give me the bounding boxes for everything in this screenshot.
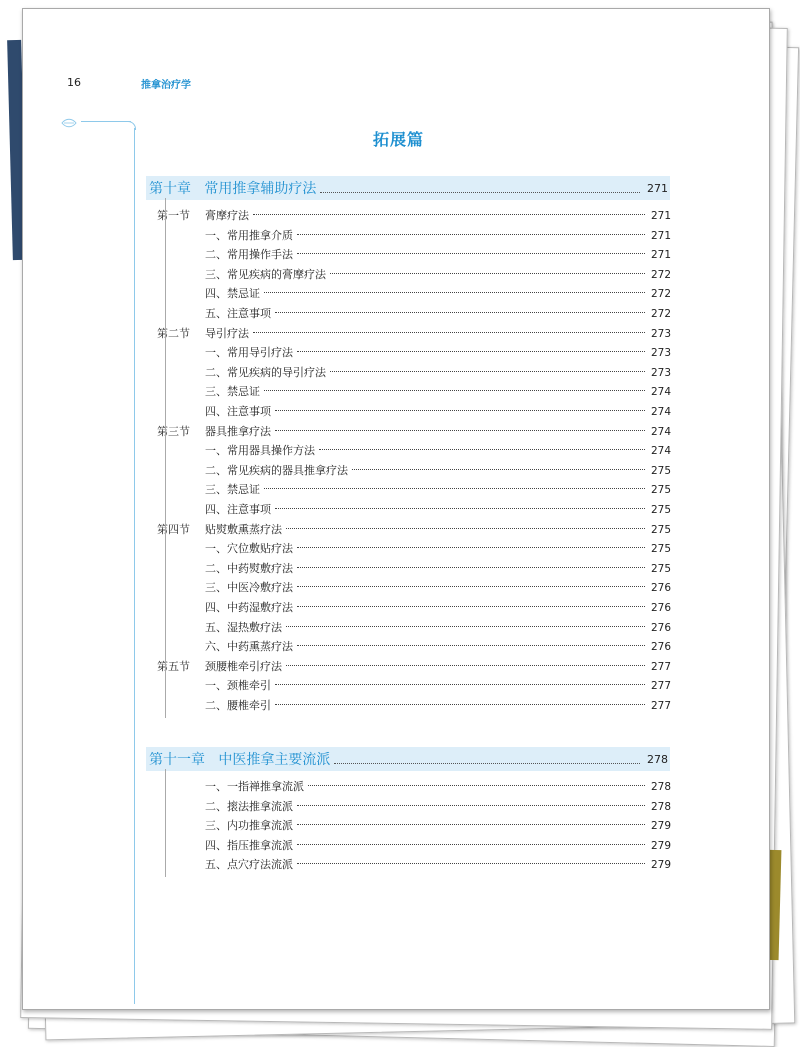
- entry-title: 三、内功推拿流派: [205, 819, 293, 833]
- entry-title: 二、常见疾病的器具推拿疗法: [205, 463, 348, 477]
- dot-leader: [286, 528, 645, 529]
- dot-leader: [264, 390, 645, 391]
- dot-leader: [330, 371, 645, 372]
- page-ref: 275: [650, 562, 671, 575]
- entry-title: 三、禁忌证: [205, 483, 260, 497]
- chapter-heading[interactable]: [146, 747, 670, 771]
- dot-leader: [297, 844, 645, 845]
- dot-leader: [297, 824, 645, 825]
- page-ref: 271: [650, 210, 671, 222]
- entry-title: 五、点穴疗法流派: [205, 858, 293, 872]
- dot-leader: [308, 785, 645, 786]
- toc-entry-row[interactable]: [205, 382, 671, 401]
- entry-title: 一、一指禅推拿流派: [205, 780, 304, 793]
- page-ref: 279: [650, 820, 671, 833]
- page-ref: 273: [650, 327, 671, 340]
- toc-entry-row[interactable]: [205, 461, 671, 480]
- decorative-vertical-rule: [134, 128, 135, 1004]
- running-head: 推拿治疗学: [141, 80, 191, 91]
- page-ref: 274: [650, 406, 671, 418]
- entry-title: 二、中药熨敷疗法: [205, 561, 293, 575]
- entry-title: 四、中药湿敷疗法: [205, 601, 293, 614]
- dot-leader: [275, 704, 645, 705]
- dot-leader: [352, 469, 645, 470]
- page-ref: 278: [650, 800, 671, 813]
- page-ref: 274: [650, 425, 671, 438]
- dot-leader: [330, 273, 645, 274]
- entry-title: 四、禁忌证: [205, 287, 260, 301]
- dot-leader: [319, 449, 645, 450]
- entry-title: 四、注意事项: [205, 503, 271, 516]
- entry-title: 二、常见疾病的导引疗法: [205, 365, 326, 379]
- toc-entry-row[interactable]: [205, 797, 671, 816]
- page-number: 16: [67, 76, 81, 89]
- entry-title: 一、常用导引疗法: [205, 346, 293, 360]
- toc-entry-row[interactable]: [205, 343, 671, 362]
- dot-leader: [264, 292, 645, 293]
- page-ref: 276: [650, 641, 671, 654]
- toc-section-row[interactable]: [157, 657, 671, 676]
- entry-title: 二、腰椎牵引: [205, 699, 271, 712]
- dot-leader: [297, 645, 645, 646]
- toc-entry-row[interactable]: [205, 559, 671, 578]
- chapter-label: 第十章: [149, 181, 205, 197]
- entry-title: 五、注意事项: [205, 307, 271, 320]
- entry-title: 二、常用操作手法: [205, 248, 293, 262]
- page-ref: 274: [650, 445, 671, 458]
- toc-section-row[interactable]: [157, 520, 671, 539]
- dot-leader: [275, 410, 645, 411]
- page-ref: 271: [647, 181, 668, 195]
- page-ref: 274: [650, 386, 671, 399]
- chapter-heading[interactable]: [146, 176, 670, 200]
- page-ref: 272: [650, 308, 671, 320]
- page-ref: 272: [650, 288, 671, 301]
- page-ref: 272: [650, 268, 671, 281]
- section-label: 第三节: [157, 424, 190, 438]
- entry-title: 五、湿热敷疗法: [205, 620, 282, 634]
- section-title: 器具推拿疗法: [205, 424, 271, 438]
- entry-title: 三、禁忌证: [205, 385, 260, 399]
- dot-leader: [297, 351, 645, 352]
- page-ref: 278: [650, 781, 671, 793]
- entry-title: 一、穴位敷贴疗法: [205, 542, 293, 556]
- section-label: 第一节: [157, 209, 190, 222]
- dot-leader: [334, 763, 640, 764]
- page-ref: 276: [650, 621, 671, 634]
- section-title: 导引疗法: [205, 326, 249, 340]
- toc-entry-row[interactable]: [205, 816, 671, 835]
- dot-leader: [286, 665, 645, 666]
- toc-entry-row[interactable]: [205, 402, 671, 421]
- decorative-rule: [81, 121, 131, 122]
- toc-entry-row[interactable]: [205, 539, 671, 558]
- page-ref: 277: [650, 700, 671, 712]
- toc-entry-row[interactable]: [205, 836, 671, 855]
- dot-leader: [253, 332, 645, 333]
- section-label: 第四节: [157, 522, 190, 536]
- dot-leader: [275, 508, 645, 509]
- entry-title: 三、常见疾病的膏摩疗法: [205, 267, 326, 281]
- dot-leader: [297, 253, 645, 254]
- toc-entry-row[interactable]: [205, 618, 671, 637]
- page-ref: 277: [650, 680, 671, 693]
- entry-title: 一、常用推拿介质: [205, 228, 293, 242]
- section-gutter-rule: [165, 769, 166, 877]
- book-page: [22, 8, 770, 1010]
- entry-title: 四、注意事项: [205, 405, 271, 418]
- section-gutter-rule: [165, 198, 166, 718]
- dot-leader: [275, 430, 645, 431]
- dot-leader: [253, 214, 645, 215]
- page-ref: 275: [650, 523, 671, 536]
- section-label: 第二节: [157, 326, 190, 340]
- page-ref: 271: [650, 249, 671, 262]
- toc-entry-row[interactable]: [205, 480, 671, 499]
- entry-title: 三、中医冷敷疗法: [205, 581, 293, 595]
- toc-entry-row[interactable]: [205, 265, 671, 284]
- dot-leader: [297, 805, 645, 806]
- page-ref: 271: [650, 229, 671, 242]
- page-ref: 277: [650, 660, 671, 673]
- page-ref: 279: [650, 839, 671, 852]
- toc-entry-row[interactable]: [205, 777, 671, 796]
- dot-leader: [297, 567, 645, 568]
- dot-leader: [297, 547, 645, 548]
- toc-entry-row[interactable]: [205, 855, 671, 874]
- leaf-icon: [61, 117, 77, 129]
- page-ref: 276: [650, 602, 671, 614]
- dot-leader: [297, 586, 645, 587]
- toc-section-row[interactable]: [157, 206, 671, 225]
- toc-entry-row[interactable]: [205, 245, 671, 264]
- toc-entry-row[interactable]: [205, 226, 671, 245]
- toc-entry-row[interactable]: [205, 676, 671, 695]
- page-ref: 273: [650, 347, 671, 360]
- toc-entry-row[interactable]: [205, 441, 671, 460]
- page-ref: 276: [650, 582, 671, 595]
- chapter-label: 第十一章: [149, 752, 219, 768]
- page-ref: 275: [650, 543, 671, 556]
- toc-section-row[interactable]: [157, 422, 671, 441]
- toc-entry-row[interactable]: [205, 500, 671, 519]
- dot-leader: [297, 863, 645, 864]
- dot-leader: [264, 488, 645, 489]
- chapter-title: 中医推拿主要流派: [218, 752, 331, 768]
- entry-title: 二、㨰法推拿流派: [205, 799, 293, 813]
- page-ref: 278: [647, 752, 668, 766]
- page-ref: 275: [650, 504, 671, 516]
- page-ref: 275: [650, 464, 671, 477]
- entry-title: 六、中药熏蒸疗法: [205, 640, 293, 654]
- toc-entry-row[interactable]: [205, 284, 671, 303]
- toc-section-row[interactable]: [157, 324, 671, 343]
- entry-title: 一、颈椎牵引: [205, 679, 271, 693]
- part-title: 拓展篇: [373, 130, 425, 149]
- toc-entry-row[interactable]: [205, 598, 671, 617]
- toc-entry-row[interactable]: [205, 578, 671, 597]
- toc-entry-row[interactable]: [205, 637, 671, 656]
- dot-leader: [275, 312, 645, 313]
- page-ref: 279: [650, 859, 671, 872]
- page-ref: 275: [650, 484, 671, 497]
- dot-leader: [320, 192, 640, 193]
- toc-entry-row[interactable]: [205, 363, 671, 382]
- toc-entry-row[interactable]: [205, 304, 671, 323]
- chapter-title: 常用推拿辅助疗法: [204, 181, 317, 197]
- dot-leader: [297, 234, 645, 235]
- entry-title: 四、指压推拿流派: [205, 838, 293, 852]
- entry-title: 一、常用器具操作方法: [205, 444, 315, 458]
- section-title: 膏摩疗法: [205, 209, 249, 222]
- page-ref: 273: [650, 366, 671, 379]
- dot-leader: [275, 684, 645, 685]
- section-label: 第五节: [157, 659, 190, 673]
- dot-leader: [297, 606, 645, 607]
- section-title: 贴熨敷熏蒸疗法: [205, 522, 282, 536]
- section-title: 颈腰椎牵引疗法: [205, 659, 282, 673]
- toc-entry-row[interactable]: [205, 696, 671, 715]
- dot-leader: [286, 626, 645, 627]
